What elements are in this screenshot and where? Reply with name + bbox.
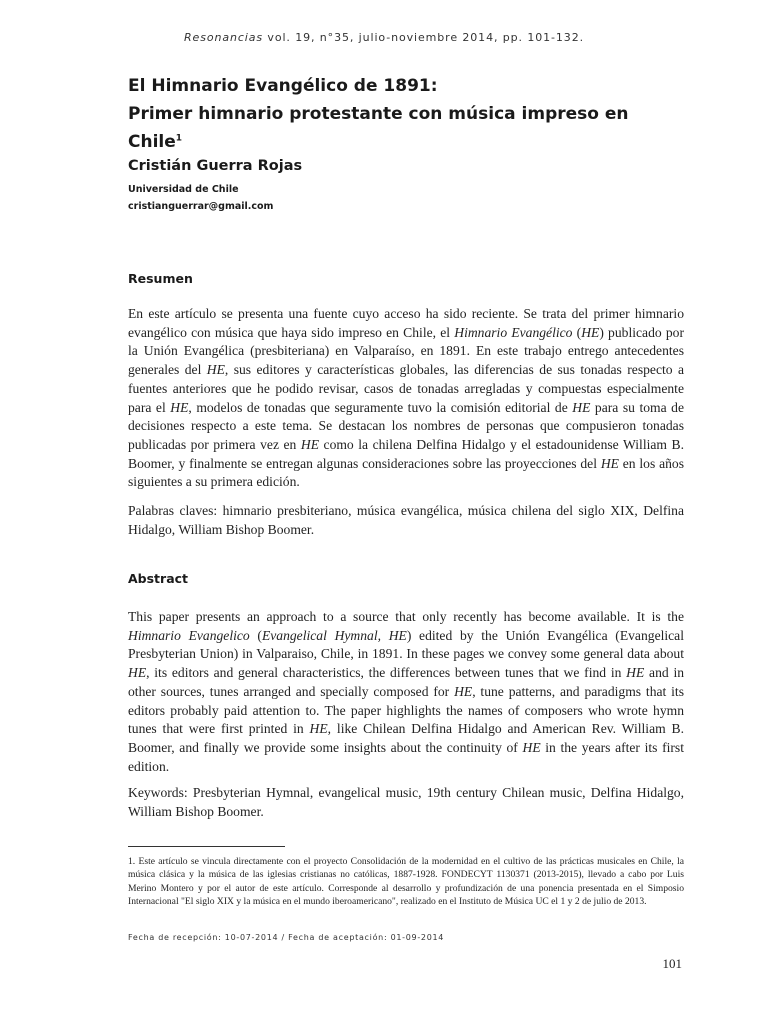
title-line-2 — [128, 100, 688, 156]
author-name: Cristián Guerra Rojas — [128, 158, 303, 174]
resumen-text: como la chilena Delfina Hidalgo y el estadounidense William B. Boomer, y finalmente se entregan algunas consideraciones sobre las proyecciones del — [128, 436, 684, 471]
abstract-keywords: Keywords: Presbyterian Hymnal, evangelical music, 19th century Chilean music, Delfina Hidalgo, William Bishop Boomer. — [128, 785, 684, 819]
abstract-he: HE — [128, 665, 147, 681]
footnote: 1. Este artículo se vincula directamente con el proyecto Consolidación de la modernidad en el cultivo de las prácticas musicales en Chile, la música clásica y la música de las iglesias cristianas no católicas, 1887-1928. FONDECYT 1130371 (2013-2015), llevado a cabo por Luis Merino Montero y por el autor de este artículo. Corresponde al desarrollo y profundización de una ponencia presentada en el Simposio Internacional "El siglo XIX y la música en el mundo iberoamericano", realizado en el Instituto de Música UC el 1 y 2 de julio de 2013. — [128, 856, 684, 908]
resumen-keywords: Palabras claves: himnario presbiteriano, música evangélica, música chilena del siglo XIX, Delfina Hidalgo, William Bishop Boomer. — [128, 503, 684, 537]
resumen-text: para su toma de decisiones respecto a este tema. Se destacan los nombres de personas que compusieron tonadas publicadas por primera vez en — [128, 399, 684, 452]
title-line-1: El Himnario Evangélico de 1891: — [128, 76, 438, 96]
resumen-text: , sus editores y características globales, las diferencias de sus tonadas respecto a fuentes anteriores que he podido revisar, casos de tonadas arregladas y compuestas especialmente para el — [128, 362, 685, 415]
resumen-text: En este artículo se presenta una fuente cuyo acceso ha sido reciente. Se trata del primer himnario evangélico con música que haya sido impreso en Chile, el — [128, 306, 684, 340]
resumen-paren: ( — [572, 324, 582, 340]
title-footnote-marker: 1 — [175, 133, 183, 144]
footnote-divider — [128, 846, 285, 847]
abstract-he: HE — [626, 665, 645, 681]
abstract-text: and in other sources, tunes arranged and specially composed for — [128, 665, 685, 699]
resumen-italic-title: Himnario Evangélico — [454, 324, 573, 340]
resumen-text: , modelos de tonadas que seguramente tuvo la comisión editorial de — [188, 399, 568, 415]
journal-name: Resonancias — [183, 31, 264, 44]
abstract-text: This paper presents an approach to a source that only recently has become available. It is the — [128, 609, 684, 624]
abstract-text: ) edited by the Unión Evangélica (Evangelical Presbyterian Union) in Valparaiso, Chile, in 1891. In these pages we convey some general data about — [128, 627, 684, 662]
resumen-he: HE — [300, 436, 319, 452]
abstract-body — [128, 608, 684, 776]
resumen-he: HE — [206, 362, 225, 378]
abstract-text: , tune patterns, and paradigms that its editors probably paid attention to. The paper highlights the names of composers who wrote hymn tunes that were first printed in — [128, 683, 684, 737]
running-header — [0, 31, 768, 44]
abstract-text: , its editors and general characteristics, the differences between tunes that we find in — [146, 665, 622, 681]
author-details — [128, 181, 273, 215]
abstract-paren: ( — [249, 627, 262, 643]
abstract-italic-title: Himnario Evangelico — [128, 627, 250, 643]
journal-citation: vol. 19, n°35, julio-noviembre 2014, pp. 101-132. — [263, 31, 584, 44]
resumen-he: HE — [600, 455, 619, 471]
resumen-text: ) publicado por la Unión Evangélica (presbiteriana) en Valparaíso, en 1891. En este trabajo entrego antecedentes generales del — [128, 324, 684, 378]
author-email: cristianguerrar@gmail.com — [128, 201, 274, 212]
abstract-heading: Abstract — [128, 571, 189, 586]
abstract-he: HE — [309, 721, 328, 737]
resumen-heading: Resumen — [128, 271, 193, 286]
resumen-text: en los años siguientes a su primera edición. — [128, 455, 684, 490]
abstract-he: HE — [454, 683, 473, 699]
article-title — [128, 72, 688, 156]
page-number: 101 — [662, 956, 682, 971]
title-line-2-text: Primer himnario protestante con música impreso en Chile — [128, 104, 629, 152]
resumen-body — [128, 305, 684, 492]
resumen-he: HE — [581, 324, 600, 340]
resumen-he: HE — [170, 399, 189, 415]
resumen-he: HE — [572, 399, 591, 415]
abstract-italic-title-en: Evangelical Hymnal, HE — [261, 627, 407, 643]
reception-dates: Fecha de recepción: 10-07-2014 / Fecha de aceptación: 01-09-2014 — [128, 933, 445, 942]
abstract-text: , like Chilean Delfina Hidalgo and American Rev. William B. Boomer, and finally we provide some insights about the continuity of — [128, 721, 684, 755]
abstract-he: HE — [522, 739, 541, 755]
abstract-text: in the years after its first edition. — [128, 739, 684, 774]
affiliation: Universidad de Chile — [128, 184, 239, 195]
